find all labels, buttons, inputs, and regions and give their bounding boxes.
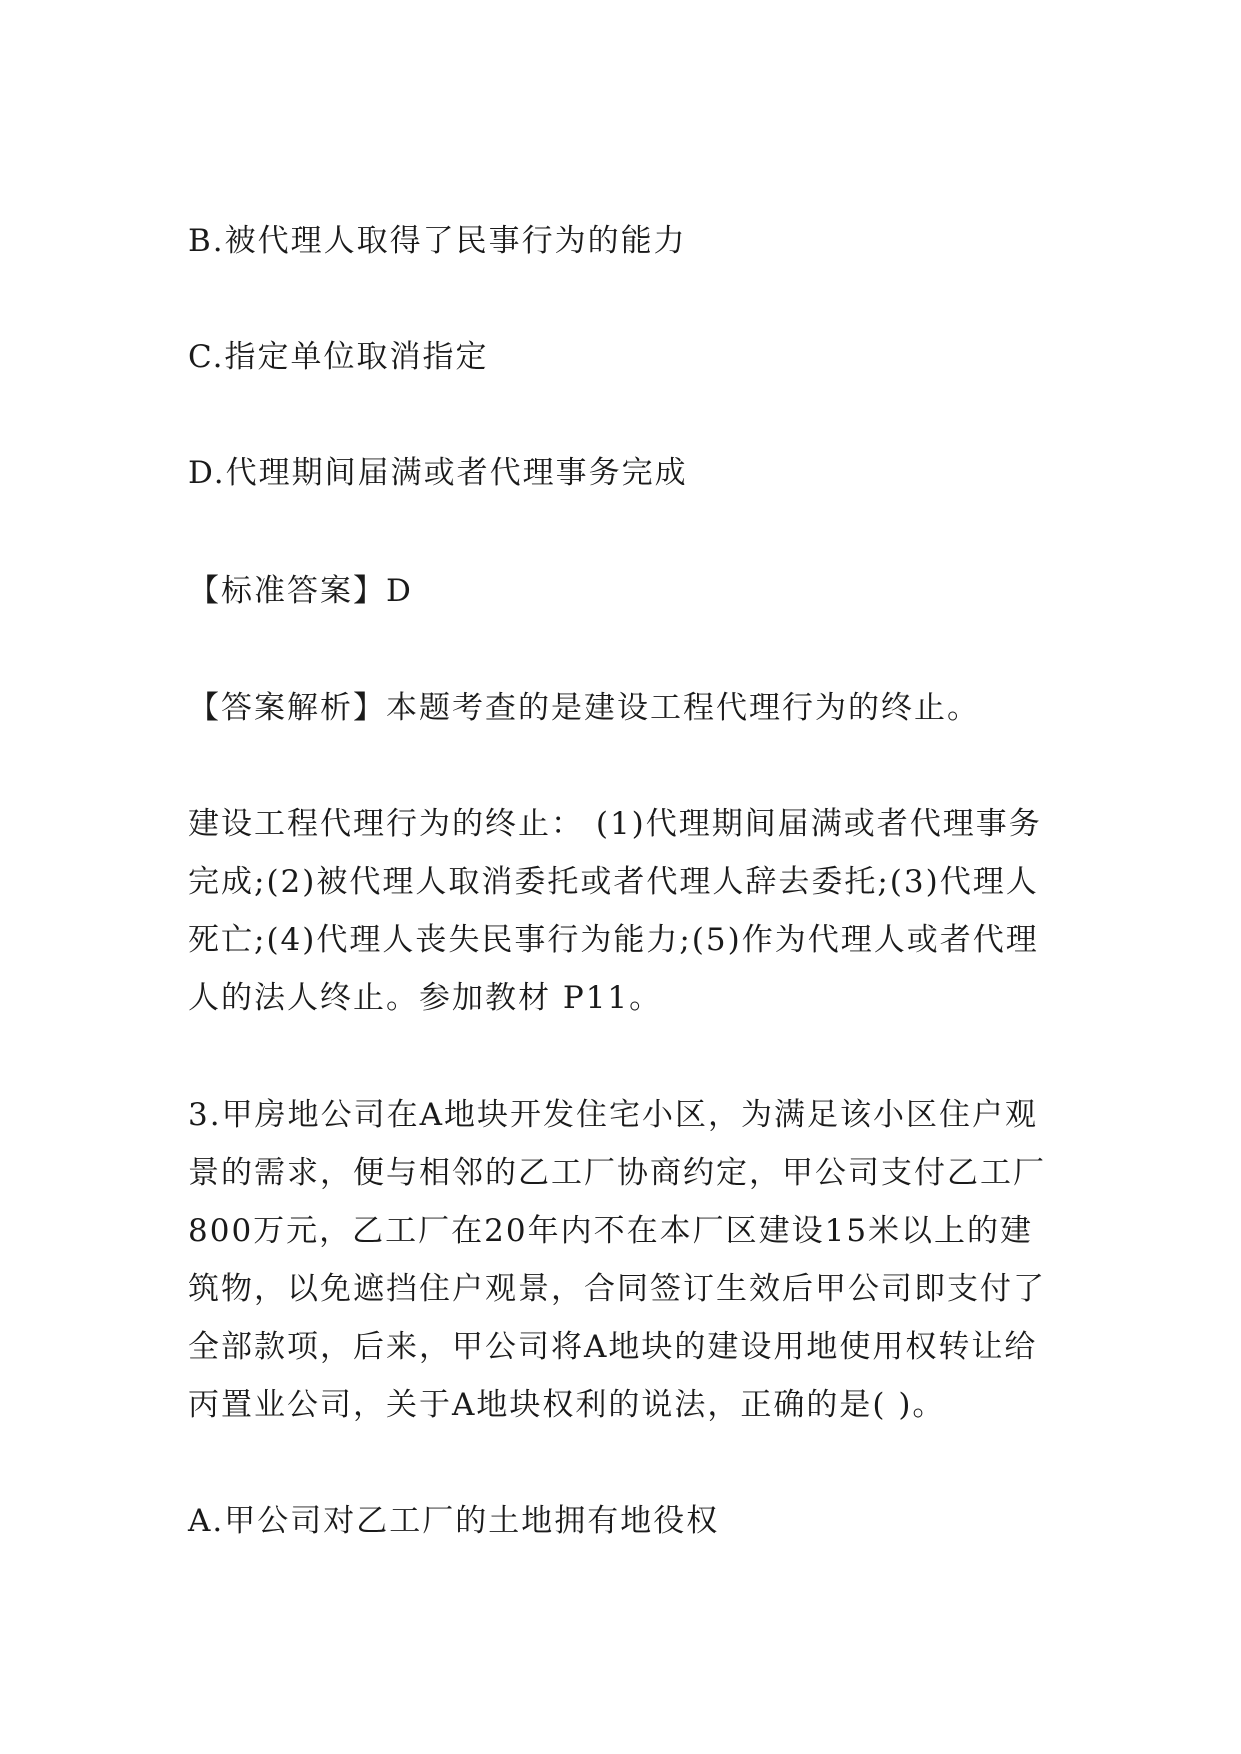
analysis-body: 建设工程代理行为的终止： (1)代理期间届满或者代理事务完成;(2)被代理人取消委托或者代理人辞去委托;(3)代理人死亡;(4)代理人丧失民事行为能力;(5)作为代理人或者代理人的法人终止。参加教材 P11。 — [188, 806, 1042, 1016]
option-d: D.代理期间届满或者代理事务完成 — [188, 455, 688, 491]
answer-analysis: 【答案解析】本题考查的是建设工程代理行为的终止。 — [188, 690, 980, 726]
question-3-option-a: A.甲公司对乙工厂的土地拥有地役权 — [188, 1503, 720, 1539]
standard-answer: 【标准答案】D — [188, 573, 413, 609]
question-3: 3.甲房地公司在A地块开发住宅小区，为满足该小区住户观景的需求，便与相邻的乙工厂协商约定，甲公司支付乙工厂800万元，乙工厂在20年内不在本厂区建设15米以上的建筑物，以免遮挡住户观景，合同签订生效后甲公司即支付了全部款项，后来，甲公司将A地块的建设用地使用权转让给丙置业公司，关于A地块权利的说法，正确的是( )。 — [188, 1097, 1046, 1423]
option-c: C.指定单位取消指定 — [188, 339, 489, 375]
option-b: B.被代理人取得了民事行为的能力 — [188, 223, 687, 259]
